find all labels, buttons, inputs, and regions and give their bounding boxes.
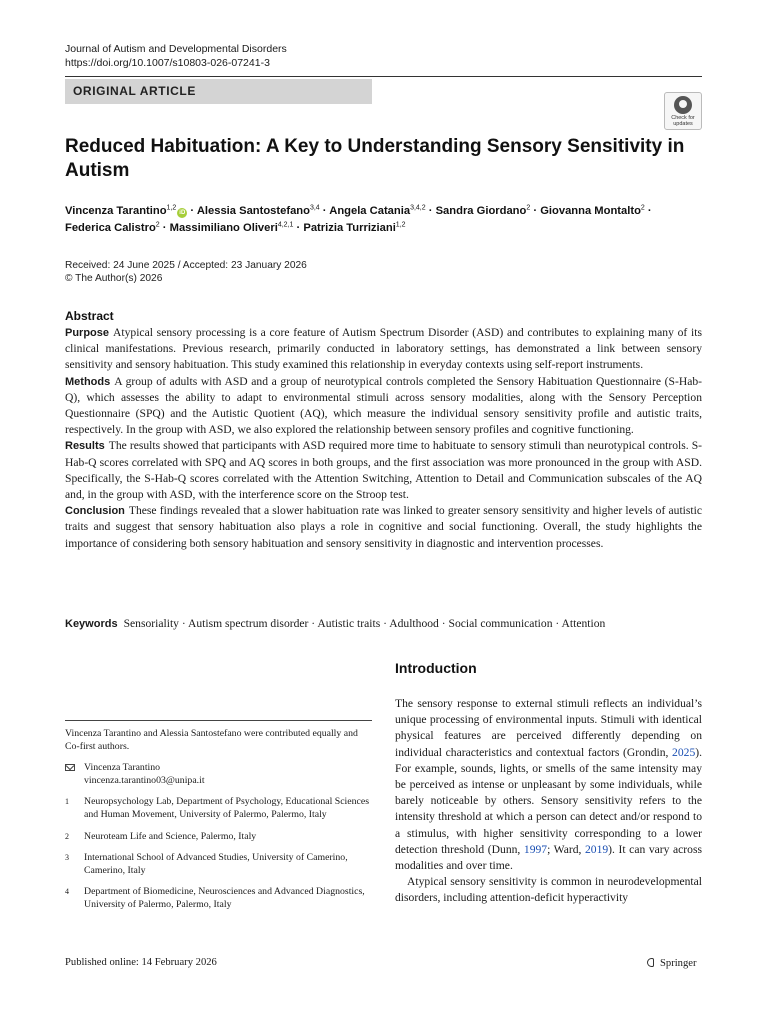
affiliation-number: 3 [65,853,69,863]
affiliation-item [65,796,372,821]
author-affiliation: 4,2,1 [277,221,294,229]
purpose-text: Atypical sensory processing is a core feature of Autism Spectrum Disorder (ASD) and contributes to explaining many of its clinical manifestations. Previous research, primarily conducted in laboratory settings, has demonstrated a link between sensory sensitivity and sensory habituation. This study examined this relationship in everyday contexts using self-report instruments. [65,326,702,372]
author-affiliation: 1,2 [395,221,406,229]
results-text: The results showed that participants with ASD required more time to habituate to sensory stimuli than neurotypical controls. S-Hab-Q scores correlated with SPQ and AQ scores in both groups, and the first association was more pronounced in the group with ASD. Specifically, the S-Hab-Q scores correlated with the Attention Switching, Attention to Detail and Communication subscales of the AQ and, in the group with ASD, with the interference score on the Stroop test. [65,439,702,502]
intro-paragraph-1 [395,696,702,874]
footnotes [65,720,372,912]
crossmark-button[interactable] [664,92,702,130]
affiliation-number: 2 [65,831,69,841]
affiliation-item [65,831,372,844]
intro-text: ; Ward, [547,842,585,856]
mail-icon [65,764,75,771]
conclusion-text: These findings revealed that a slower habituation rate was linked to greater sensory sensitivity and higher levels of autistic traits and suggest that sensory habituation also plays a role in cognitive and social functioning. Overall, the study highlights the importance of considering both sensory habituation and sensory sensitivity in diagnostic and intervention processes. [65,504,702,550]
author-name[interactable]: Alessia Santostefano [196,205,310,217]
conclusion-label: Conclusion [65,505,125,518]
journal-name: Journal of Autism and Developmental Disorders [65,43,287,55]
methods-text: A group of adults with ASD and a group of neurotypical controls completed the Sensory Habituation Questionnaire (S-Hab-Q), which assesses the ability to adapt to environmental stimuli across sensory modalities, along with the Sensory Perception Questionnaire (SPQ) and the Autistic Quotient (AQ), which measure the individual sensory sensitivity profile and autistic traits, respectively. In the group with ASD, we also explored the relationship between sensory profiles and cognitive functioning. [65,374,702,437]
affiliation-number: 1 [65,797,69,807]
received-accepted-dates: Received: 24 June 2025 / Accepted: 23 January 2026 [65,260,307,271]
introduction-heading: Introduction [395,660,477,676]
abstract-section [65,308,702,552]
intro-text: The sensory response to external stimuli reflects an individual’s unique processing of environmental inputs. Stimuli with identical physical features are perceived differently depending on individual characteristics and contextual factors (Grondin, [395,697,702,759]
author-name[interactable]: Vincenza Tarantino [65,205,167,217]
intro-text: ). It can vary across modalities and over time. [395,842,702,873]
citation-link[interactable]: 2019 [584,842,609,856]
header-rule [65,76,702,77]
author-name[interactable]: Federica Calistro [65,222,156,234]
affiliation-number: 4 [65,887,69,897]
affiliation-text: International School of Advanced Studies, University of Camerino, Camerino, Italy [84,852,348,876]
abstract-heading: Abstract [65,309,114,323]
keywords [65,616,705,632]
contact-author [65,762,372,787]
affiliation-text: Department of Biomedicine, Neurosciences and Advanced Diagnostics, University of Palermo, Palermo, Italy [84,886,365,910]
citation-link[interactable]: 1997 [523,842,548,856]
article-title: Reduced Habituation: A Key to Understanding Sensory Sensitivity in Autism [65,136,685,181]
copyright-notice: © The Author(s) 2026 [65,273,163,284]
journal-header [65,42,287,70]
results-label: Results [65,440,105,453]
citation-link[interactable]: 2025 [672,745,696,759]
crossmark-label-1: Check for [671,115,695,121]
springer-horse-icon [646,957,656,969]
footnote-rule [65,720,372,721]
intro-text: ). For example, sounds, lights, or smells of the same intensity may be perceived as intense or unpleasant by some individuals, while barely noticeable by others. Sensory sensitivity refers to the intensity threshold at which a person can detect and/or respond to a stimulus, with higher sensitivity corresponding to a lower detection threshold (Dunn, [395,745,702,856]
contact-name: Vincenza Tarantino [84,762,161,774]
author-affiliation: 2 [155,221,160,229]
author-name[interactable]: Massimiliano Oliveri [169,222,278,234]
author-name[interactable]: Angela Catania [329,205,411,217]
affiliation-item [65,886,372,911]
abstract-purpose [65,325,702,374]
publisher-logo[interactable] [646,957,696,969]
abstract-methods [65,374,702,439]
keywords-text: Sensoriality · Autism spectrum disorder · Autistic traits · Adulthood · Social communication · Attention [123,617,606,630]
article-dates [65,259,307,285]
author-affiliation: 2 [640,204,645,212]
author-list: Vincenza Tarantino$^{1,2}$iD · Alessia Santostefano$^{3,4}$ · Angela Catania$^{3,4,2}$ · Sandra Giordano$^2$ · Giovanna Montalto$^2$ · Federica Calistro$^2$ · Massimiliano Oliveri$^{4,2,1}$ · Patrizia Turriziani$^{1,2}$ [65,204,652,234]
author-name[interactable]: Sandra Giordano [435,205,527,217]
affiliation-item [65,852,372,877]
methods-label: Methods [65,375,111,388]
doi-link[interactable]: https://doi.org/10.1007/s10803-026-07241-3 [65,57,270,69]
author-name[interactable]: Patrizia Turriziani [303,222,396,234]
cofirst-note: Vincenza Tarantino and Alessia Santostefano were contributed equally and Co-first authors. [65,728,358,752]
abstract-conclusion [65,503,702,552]
author-affiliation: 3,4,2 [410,204,426,212]
article-type-banner: ORIGINAL ARTICLE [65,79,372,104]
purpose-label: Purpose [65,327,110,339]
author-affiliation: 1,2 [166,204,177,212]
author-affiliation: 2 [526,204,531,212]
affiliation-text: Neuroteam Life and Science, Palermo, Italy [84,830,257,842]
author-name[interactable]: Giovanna Montalto [540,205,641,217]
contact-email[interactable]: vincenza.tarantino03@unipa.it [84,774,205,786]
publisher-name: Springer [660,957,697,969]
keywords-label: Keywords [65,618,118,630]
introduction-section [395,659,702,907]
crossmark-label-2: updates [673,121,693,127]
crossmark-icon [674,96,692,114]
published-online-date: Published online: 14 February 2026 [65,957,217,968]
affiliation-text: Neuropsychology Lab, Department of Psychology, Educational Sciences and Human Movement, University of Palermo, Palermo, Italy [84,796,370,820]
orcid-icon[interactable]: iD [179,210,186,216]
author-affiliation: 3,4 [309,204,320,212]
abstract-results [65,438,702,503]
intro-paragraph-2: Atypical sensory sensitivity is common in neurodevelopmental disorders, including attention-deficit hyperactivity [395,875,702,905]
